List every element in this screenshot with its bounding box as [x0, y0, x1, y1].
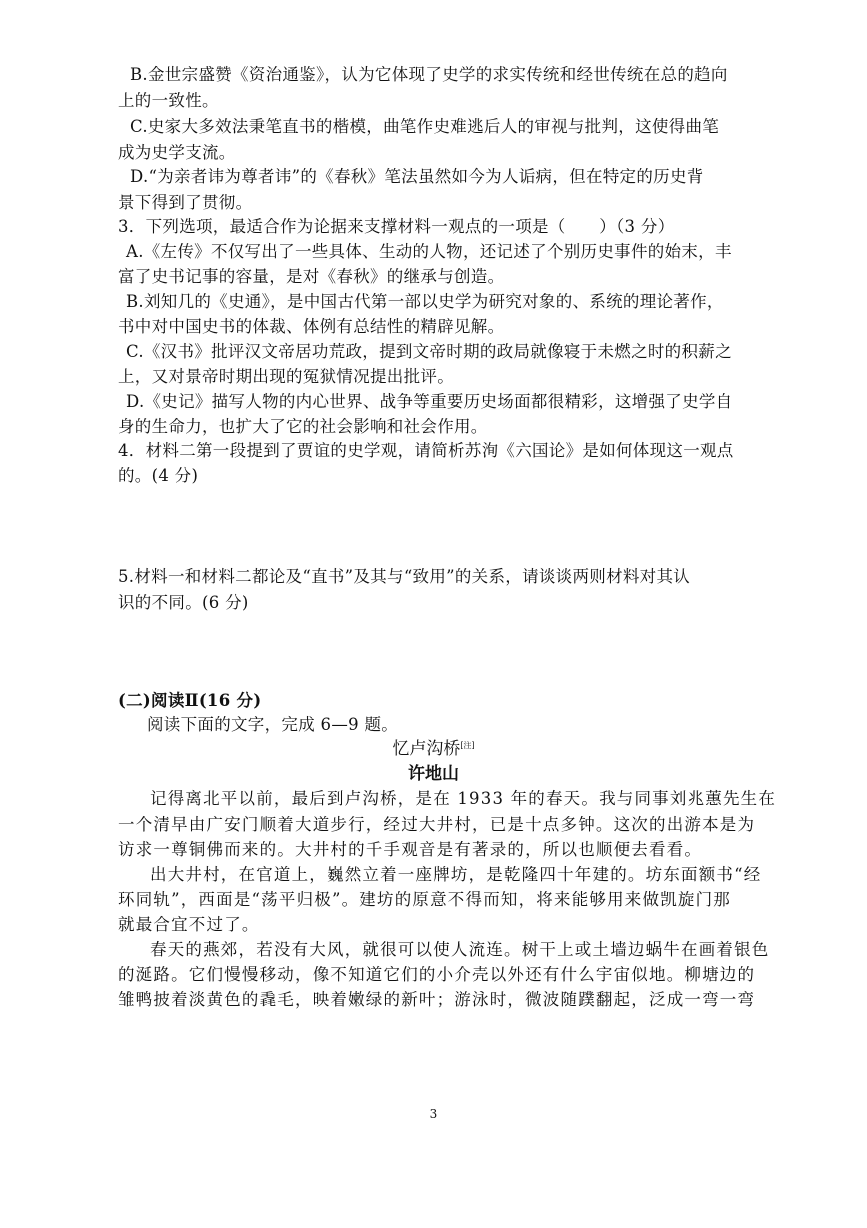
- q2-option-c-line1: C.史家大多效法秉笔直书的楷模，曲笔作史难逃后人的审视与批判，这使得曲笔: [130, 117, 720, 136]
- q5-line1: 5.材料一和材料二都论及“直书”及其与“致用”的关系，请谈谈两则材料对其认: [118, 567, 691, 586]
- passage-note-mark: [注]: [460, 741, 475, 750]
- passage-line: 雏鸭披着淡黄色的毳毛，映着嫩绿的新叶；游泳时，微波随蹼翻起，泛成一弯一弯: [118, 990, 756, 1009]
- q4-line1: 4．材料二第一段提到了贾谊的史学观，请简析苏洵《六国论》是如何体现这一观点: [118, 441, 734, 460]
- q3-option-d-line1: D.《史记》描写人物的内心世界、战争等重要历史场面都很精彩，这增强了史学自: [126, 392, 733, 411]
- passage-line: 一个清早由广安门顺着大道步行，经过大井村，已是十点多钟。这次的出游本是为: [118, 815, 756, 834]
- q3-option-b-line2: 书中对中国史书的体裁、体例有总结性的精辟见解。: [118, 317, 505, 336]
- passage-line: 记得离北平以前，最后到卢沟桥，是在 1933 年的春天。我与同事刘兆蕙先生在: [150, 789, 777, 808]
- passage-line: 的涎路。它们慢慢移动，像不知道它们的小介壳以外还有什么宇宙似地。柳塘边的: [118, 965, 756, 984]
- q2-option-d-line1: D.“为亲者讳为尊者讳”的《春秋》笔法虽然如今为人诟病，但在特定的历史背: [130, 167, 704, 186]
- section-instruction: 阅读下面的文字，完成 6—9 题。: [147, 715, 399, 734]
- passage-line: 出大井村，在官道上，巍然立着一座牌坊，是乾隆四十年建的。坊东面额书“经: [150, 865, 762, 884]
- passage-title: [0, 736, 867, 762]
- q3-option-b-line1: B.刘知几的《史通》，是中国古代第一部以史学为研究对象的、系统的理论著作，: [126, 292, 724, 311]
- q3-option-a-line2: 富了史书记事的容量，是对《春秋》的继承与创造。: [118, 267, 505, 286]
- passage-line: 环同轨”，西面是“荡平归极”。建坊的原意不得而知，将来能够用来做凯旋门那: [118, 890, 732, 909]
- q3-option-d-line2: 身的生命力，也扩大了它的社会影响和社会作用。: [118, 417, 488, 436]
- q2-option-d-line2: 景下得到了贯彻。: [118, 193, 253, 212]
- passage-line: 春天的燕郊，若没有大风，就很可以使人流连。树干上或土墙边蜗牛在画着银色: [150, 940, 770, 959]
- section-heading: (二)阅读Ⅱ(16 分): [118, 691, 262, 710]
- q4-line2: 的。(4 分): [118, 466, 199, 485]
- q2-option-b-line1: B.金世宗盛赞《资治通鉴》，认为它体现了史学的求实传统和经世传统在总的趋向: [130, 65, 728, 84]
- passage-line: 访求一尊铜佛而来的。大井村的千手观音是有著录的，所以也顺便去看看。: [118, 840, 703, 859]
- q3-option-c-line1: C.《汉书》批评汉文帝居功荒政，提到文帝时期的政局就像寝于未燃之时的积薪之: [126, 342, 732, 361]
- passage-line: 就最合宜不过了。: [118, 915, 260, 934]
- page-number: 3: [429, 1107, 438, 1121]
- passage-author: 许地山: [408, 764, 459, 784]
- q5-line2: 识的不同。(6 分): [118, 593, 249, 612]
- q2-option-c-line2: 成为史学支流。: [118, 143, 236, 162]
- q3-option-a-line1: A.《左传》不仅写出了一些具体、生动的人物，还记述了个别历史事件的始末，丰: [126, 242, 732, 261]
- passage-title-text: 忆卢沟桥: [392, 739, 461, 759]
- q2-option-b-line2: 上的一致性。: [118, 91, 219, 110]
- q3-stem: 3．下列选项，最适合作为论据来支撑材料一观点的一项是（ ）（3 分）: [118, 217, 675, 236]
- q3-option-c-line2: 上，又对景帝时期出现的冤狱情况提出批评。: [118, 367, 454, 386]
